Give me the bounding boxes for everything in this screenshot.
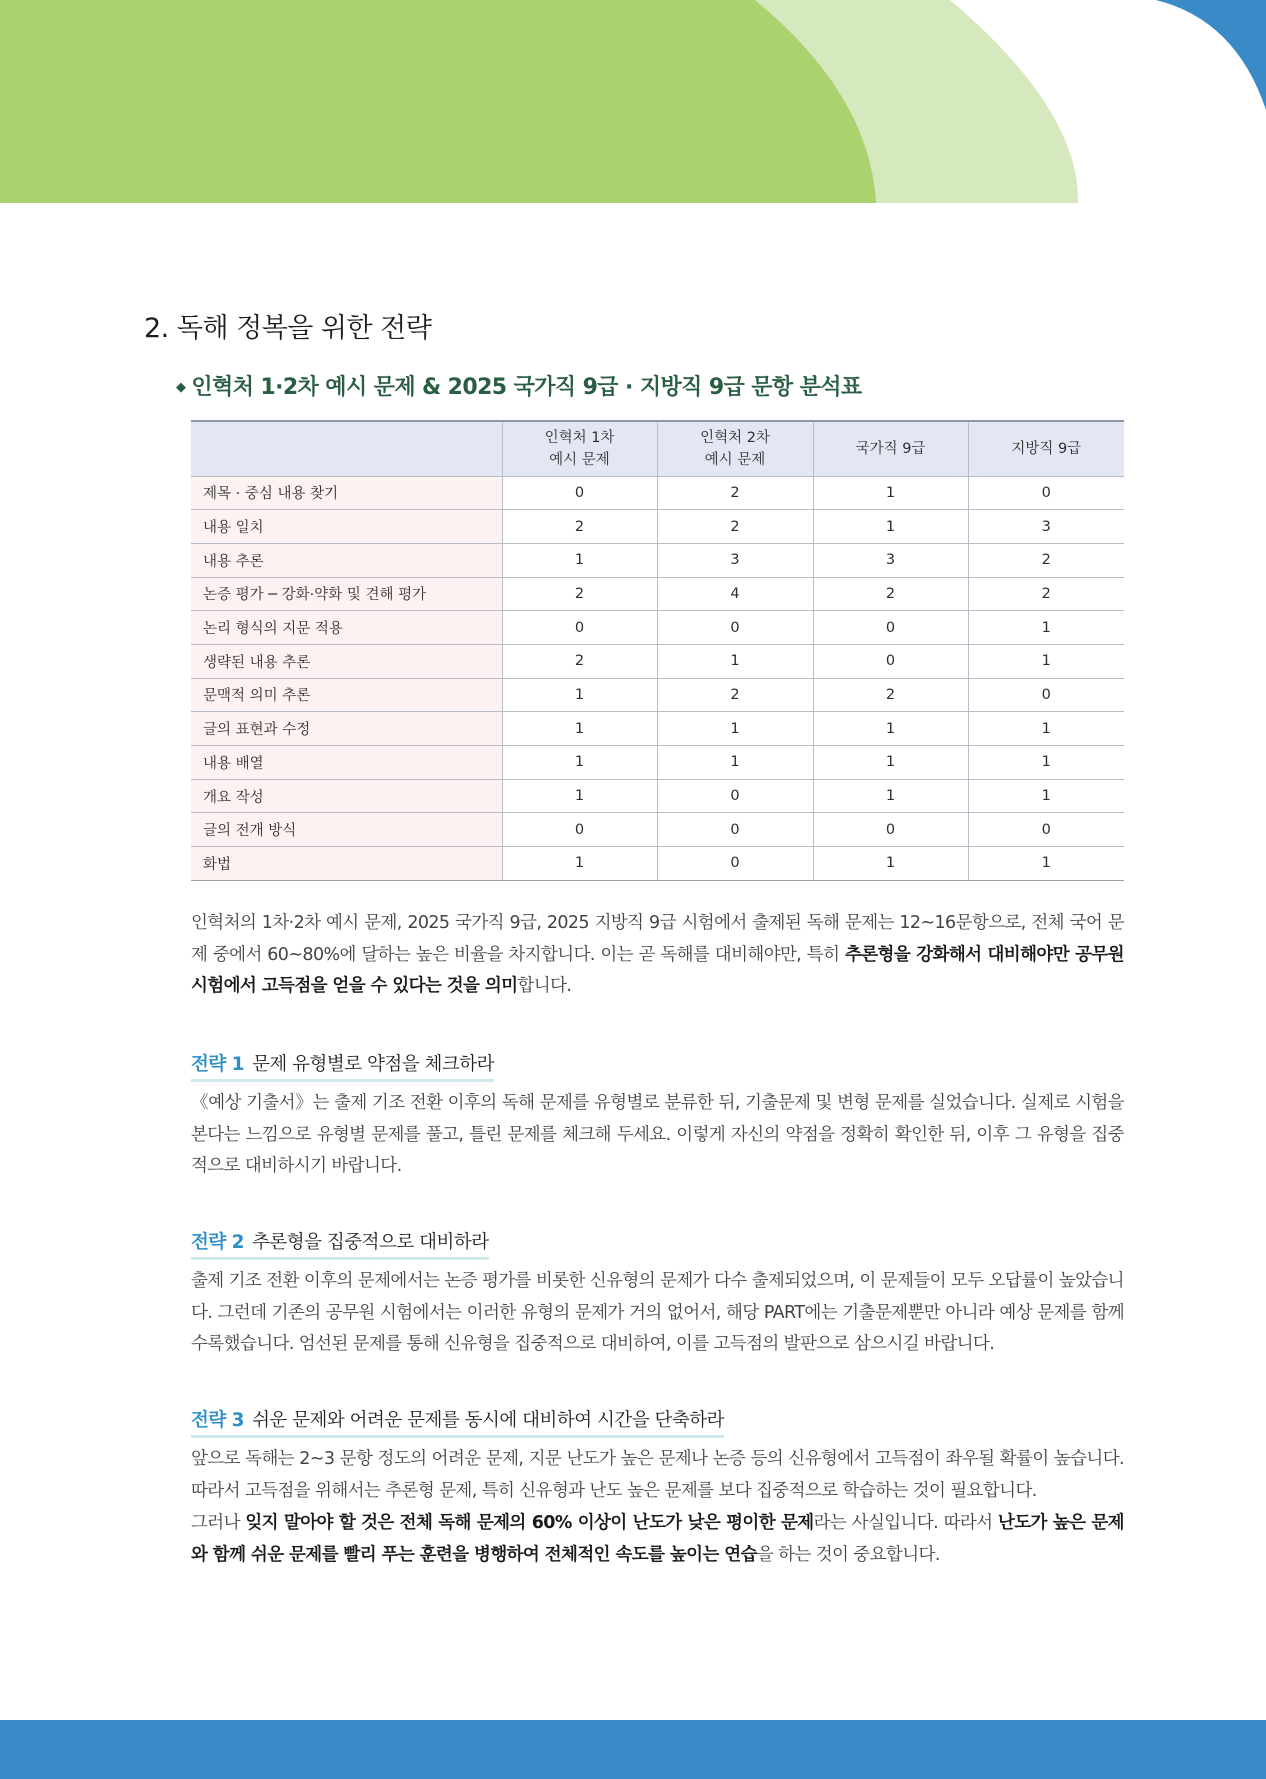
intro-text-1: 인혁처의 1차·2차 예시 문제, 2025 국가직 9급, 2025 지방직 9급 시험에서 출제된 독해 문제는 12~16문항으로, 전체 국어 문제 중에서 60~80%에 달하는 높은 비율을 차지합니다. 이는 곧 독해를 대비해야만, 특히 <box>191 913 1124 965</box>
count-cell: 3 <box>968 510 1124 544</box>
table-row <box>191 543 1124 577</box>
row-label: 문맥적 의미 추론 <box>191 678 502 712</box>
count-cell: 1 <box>968 712 1124 746</box>
count-cell: 0 <box>968 476 1124 510</box>
table-header-cell: 지방직 9급 <box>968 421 1124 476</box>
count-cell: 1 <box>813 746 968 780</box>
count-cell: 3 <box>813 543 968 577</box>
table-title-text: 인혁처 1·2차 예시 문제 & 2025 국가직 9급 · 지방직 9급 문항 분석표 <box>191 375 862 400</box>
section-title: 독해 정복을 위한 전략 <box>176 313 432 344</box>
strategy-1-body: 《예상 기출서》는 출제 기조 전환 이후의 독해 문제를 유형별로 분류한 뒤, 기출문제 및 변형 문제를 실었습니다. 실제로 시험을 본다는 느낌으로 유형별 문제를 풀고, 틀린 문제를 체크해 두세요. 이렇게 자신의 약점을 정확히 확인한 뒤, 이후 그 유형을 집중적으로 대비하시기 바랍니다. <box>191 1093 1124 1176</box>
count-cell: 1 <box>502 543 657 577</box>
count-cell: 0 <box>968 678 1124 712</box>
row-label: 화법 <box>191 847 502 881</box>
strategy-3-text-c: 라는 사실입니다. 따라서 <box>813 1513 998 1533</box>
intro-paragraph <box>191 908 1124 1003</box>
count-cell: 0 <box>502 611 657 645</box>
header-banner <box>0 0 1266 203</box>
count-cell: 0 <box>968 813 1124 847</box>
table-row <box>191 611 1124 645</box>
strategy-3-emphasis-1: 잊지 말아야 할 것은 전체 독해 문제의 60% 이상이 난도가 낮은 평이한 문제 <box>245 1513 814 1533</box>
strategy-3-body-2 <box>191 1508 1124 1571</box>
count-cell: 2 <box>657 678 813 712</box>
count-cell: 1 <box>813 712 968 746</box>
count-cell: 1 <box>813 476 968 510</box>
count-cell: 2 <box>968 577 1124 611</box>
count-cell: 2 <box>813 577 968 611</box>
count-cell: 0 <box>657 611 813 645</box>
strategy-2-tag: 전략 2 <box>191 1232 245 1253</box>
count-cell: 0 <box>657 779 813 813</box>
intro-text-2: 합니다. <box>517 976 572 996</box>
count-cell: 1 <box>502 678 657 712</box>
table-header-cell: 인혁처 1차 예시 문제 <box>502 421 657 476</box>
row-label: 생략된 내용 추론 <box>191 644 502 678</box>
count-cell: 1 <box>657 644 813 678</box>
table-row <box>191 746 1124 780</box>
section-heading <box>144 306 431 345</box>
section-number: 2. <box>144 313 169 344</box>
strategy-3-tag: 전략 3 <box>191 1410 245 1431</box>
count-cell: 1 <box>813 510 968 544</box>
count-cell: 1 <box>657 712 813 746</box>
table-header-cell: 인혁처 2차 예시 문제 <box>657 421 813 476</box>
count-cell: 2 <box>657 476 813 510</box>
count-cell: 0 <box>813 611 968 645</box>
table-row <box>191 678 1124 712</box>
count-cell: 1 <box>968 847 1124 881</box>
count-cell: 2 <box>502 510 657 544</box>
count-cell: 0 <box>813 813 968 847</box>
table-header-row <box>191 421 1124 476</box>
count-cell: 1 <box>968 611 1124 645</box>
count-cell: 1 <box>968 746 1124 780</box>
banner-dark-arch <box>0 0 876 203</box>
count-cell: 1 <box>502 746 657 780</box>
table-row <box>191 847 1124 881</box>
row-label: 글의 전개 방식 <box>191 813 502 847</box>
count-cell: 4 <box>657 577 813 611</box>
count-cell: 0 <box>657 813 813 847</box>
table-row <box>191 510 1124 544</box>
table-row <box>191 712 1124 746</box>
strategy-1-title: 문제 유형별로 약점을 체크하라 <box>252 1054 495 1075</box>
row-label: 제목 · 중심 내용 찾기 <box>191 476 502 510</box>
count-cell: 1 <box>502 847 657 881</box>
strategy-2-body: 출제 기조 전환 이후의 문제에서는 논증 평가를 비롯한 신유형의 문제가 다수 출제되었으며, 이 문제들이 모두 오답률이 높았습니다. 그런데 기존의 공무원 시험에서는 이러한 유형의 문제가 거의 없어서, 해당 PART에는 기출문제뿐만 아니라 예상 문제를 함께 수록했습니다. 엄선된 문제를 통해 신유형을 집중적으로 대비하여, 이를 고득점의 발판으로 삼으시길 바랍니다. <box>191 1271 1124 1354</box>
table-row <box>191 644 1124 678</box>
count-cell: 2 <box>657 510 813 544</box>
count-cell: 0 <box>813 644 968 678</box>
table-row <box>191 813 1124 847</box>
count-cell: 0 <box>502 476 657 510</box>
row-label: 개요 작성 <box>191 779 502 813</box>
intro-emphasis: 추론형을 강화해서 대비해야만 공무원 시험에서 고득점을 얻을 수 있다는 것을 의미 <box>191 944 1124 996</box>
row-label: 내용 배열 <box>191 746 502 780</box>
table-row <box>191 779 1124 813</box>
count-cell: 1 <box>502 712 657 746</box>
count-cell: 1 <box>813 847 968 881</box>
banner-shapes <box>0 0 1266 203</box>
table-row <box>191 476 1124 510</box>
strategy-3-body-1: 앞으로 독해는 2~3 문항 정도의 어려운 문제, 지문 난도가 높은 문제나 논증 등의 신유형에서 고득점이 좌우될 확률이 높습니다. 따라서 고득점을 위해서는 추론형 문제, 특히 신유형과 난도 높은 문제를 보다 집중적으로 학습하는 것이 필요합니다. <box>191 1449 1124 1501</box>
table-row <box>191 577 1124 611</box>
diamond-bullet-icon: ◆ <box>176 380 186 395</box>
strategy-3-emphasis-2: 난도가 높은 문제와 함께 쉬운 문제를 빨리 푸는 훈련을 병행하여 전체적인 속도를 높이는 연습 <box>191 1513 1124 1565</box>
strategy-2-title: 추론형을 집중적으로 대비하라 <box>252 1232 489 1253</box>
strategy-1-tag: 전략 1 <box>191 1054 245 1075</box>
strategy-3-text-a: 그러나 <box>191 1513 246 1533</box>
row-label: 글의 표현과 수정 <box>191 712 502 746</box>
strategy-1-heading <box>191 1050 494 1082</box>
count-cell: 1 <box>968 644 1124 678</box>
count-cell: 2 <box>502 644 657 678</box>
count-cell: 1 <box>502 779 657 813</box>
row-label: 내용 추론 <box>191 543 502 577</box>
strategy-3-text-e: 을 하는 것이 중요합니다. <box>756 1544 940 1565</box>
question-analysis-table <box>191 420 1124 881</box>
count-cell: 0 <box>502 813 657 847</box>
count-cell: 0 <box>657 847 813 881</box>
row-label: 내용 일치 <box>191 510 502 544</box>
count-cell: 2 <box>502 577 657 611</box>
count-cell: 2 <box>813 678 968 712</box>
count-cell: 2 <box>968 543 1124 577</box>
table-header-corner <box>191 421 502 476</box>
row-label: 논리 형식의 지문 적용 <box>191 611 502 645</box>
strategy-3-title: 쉬운 문제와 어려운 문제를 동시에 대비하여 시간을 단축하라 <box>252 1410 725 1431</box>
footer-bar <box>0 1720 1266 1779</box>
corner-decoration <box>1156 0 1266 110</box>
count-cell: 1 <box>657 746 813 780</box>
table-title <box>176 370 862 401</box>
count-cell: 3 <box>657 543 813 577</box>
table-header-cell: 국가직 9급 <box>813 421 968 476</box>
count-cell: 1 <box>968 779 1124 813</box>
row-label: 논증 평가 ─ 강화·약화 및 견해 평가 <box>191 577 502 611</box>
strategy-3-heading <box>191 1406 724 1438</box>
strategy-2-heading <box>191 1228 489 1260</box>
count-cell: 1 <box>813 779 968 813</box>
